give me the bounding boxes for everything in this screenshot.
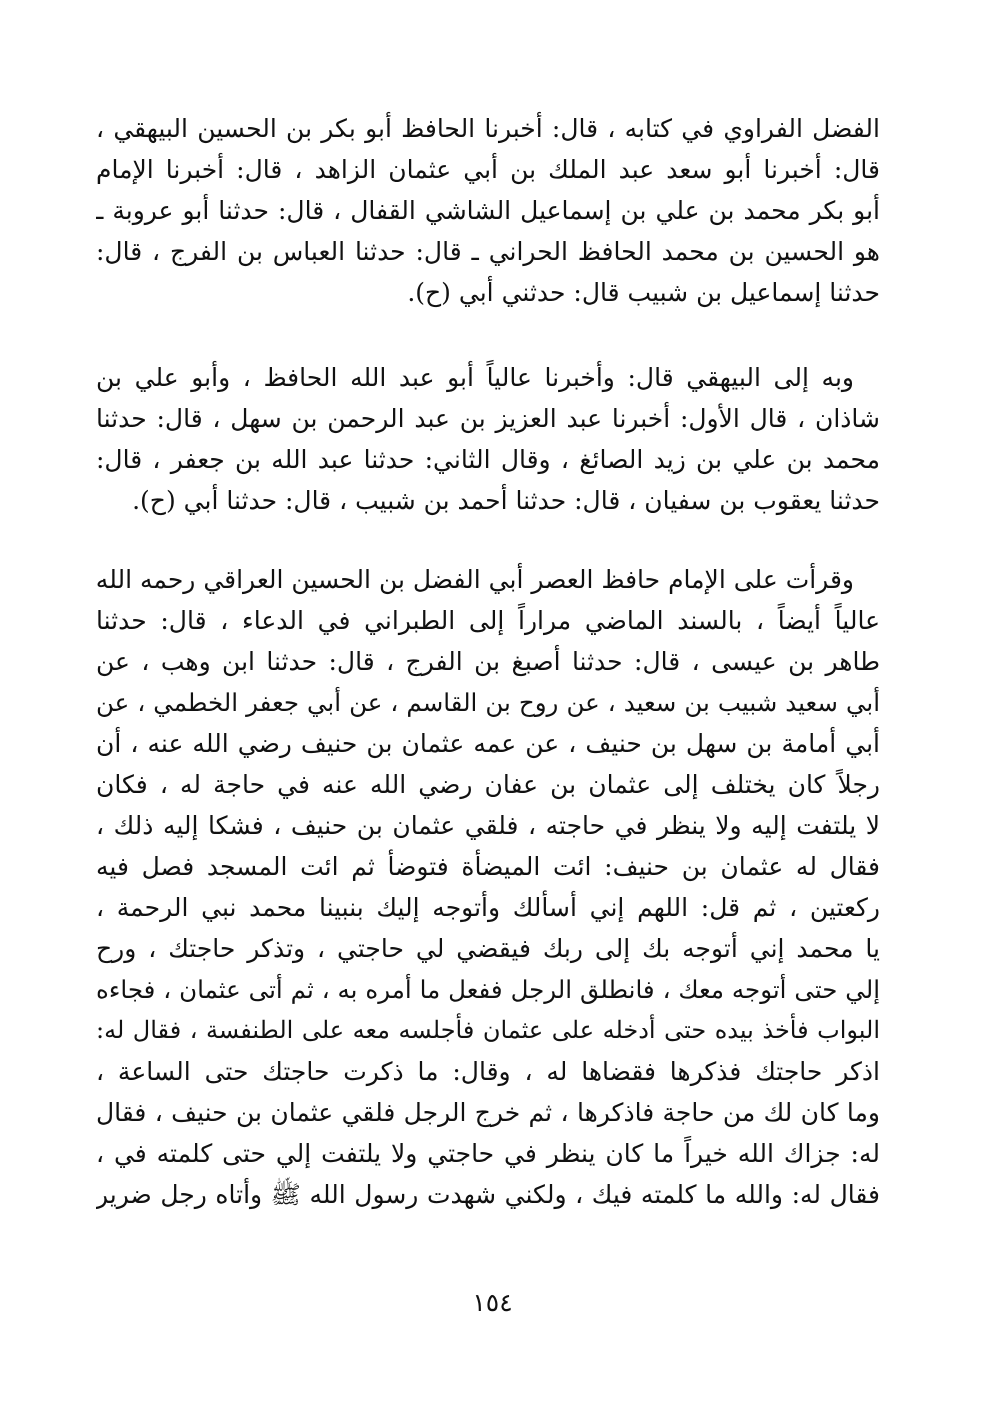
text-line: رجلاً كان يختلف إلى عثمان بن عفان رضي الله عنه في حاجة له ، فكان [96, 770, 880, 799]
text-line: فقال له عثمان بن حنيف: ائت الميضأة فتوضأ ثم ائت المسجد فصل فيه [96, 852, 880, 881]
text-line: ركعتين ، ثم قل: اللهم إني أسألك وأتوجه إليك بنبينا محمد نبي الرحمة ، [96, 893, 880, 922]
text-line: عالياً أيضاً ، بالسند الماضي مراراً إلى الطبراني في الدعاء ، قال: حدثنا [96, 606, 880, 635]
paragraph-3 [96, 559, 880, 1215]
text-line: أبي أمامة بن سهل بن حنيف ، عن عمه عثمان بن حنيف رضي الله عنه ، أن [96, 729, 880, 758]
text-line: يا محمد إني أتوجه بك إلى ربك فيقضي لي حاجتي ، وتذكر حاجتك ، ورح [96, 934, 880, 963]
text-line: لا يلتفت إليه ولا ينظر في حاجته ، فلقي عثمان بن حنيف ، فشكا إليه ذلك ، [96, 811, 880, 840]
text-line: وقرأت على الإمام حافظ العصر أبي الفضل بن الحسين العراقي رحمه الله [96, 565, 854, 594]
text-line: أبي سعيد شبيب بن سعيد ، عن روح بن القاسم ، عن أبي جعفر الخطمي ، عن [96, 688, 880, 717]
text-line: هو الحسين بن محمد الحافظ الحراني ـ قال: حدثنا العباس بن الفرج ، قال: [96, 237, 880, 266]
text-line: قال: أخبرنا أبو سعد عبد الملك بن أبي عثمان الزاهد ، قال: أخبرنا الإمام [96, 155, 880, 184]
text-line: حدثنا إسماعيل بن شبيب قال: حدثني أبي (ح). [407, 278, 880, 307]
text-line: محمد بن علي بن زيد الصائغ ، وقال الثاني: حدثنا عبد الله بن جعفر ، قال: [96, 445, 880, 474]
text-line: له: جزاك الله خيراً ما كان ينظر في حاجتي ولا يلتفت إلي حتى كلمته في ، [96, 1139, 880, 1168]
text-line: اذكر حاجتك فذكرها فقضاها له ، وقال: ما ذكرت حاجتك حتى الساعة ، [96, 1057, 880, 1086]
text-line: الفضل الفراوي في كتابه ، قال: أخبرنا الحافظ أبو بكر بن الحسين البيهقي ، [96, 114, 880, 143]
text-line: إلي حتى أتوجه معك ، فانطلق الرجل ففعل ما أمره به ، ثم أتى عثمان ، فجاءه [96, 975, 880, 1004]
paragraph-2 [96, 357, 880, 521]
text-line: شاذان ، قال الأول: أخبرنا عبد العزيز بن عبد الرحمن بن سهل ، قال: حدثنا [96, 404, 880, 433]
page-number: ١٥٤ [472, 1288, 513, 1317]
text-line: وما كان لك من حاجة فاذكرها ، ثم خرج الرجل فلقي عثمان بن حنيف ، فقال [96, 1098, 880, 1127]
text-line: حدثنا يعقوب بن سفيان ، قال: حدثنا أحمد بن شبيب ، قال: حدثنا أبي (ح). [132, 486, 880, 515]
paragraph-1 [96, 108, 880, 313]
text-line: البواب فأخذ بيده حتى أدخله على عثمان فأجلسه معه على الطنفسة ، فقال له: [96, 1016, 880, 1044]
text-line: أبو بكر محمد بن علي بن إسماعيل الشاشي القفال ، قال: حدثنا أبو عروبة ـ [96, 196, 880, 225]
text-line: وبه إلى البيهقي قال: وأخبرنا عالياً أبو عبد الله الحافظ ، وأبو علي بن [96, 363, 854, 392]
text-line: فقال له: والله ما كلمته فيك ، ولكني شهدت رسول الله ﷺ وأتاه رجل ضرير [96, 1180, 880, 1209]
text-line: طاهر بن عيسى ، قال: حدثنا أصبغ بن الفرج ، قال: حدثنا ابن وهب ، عن [96, 647, 880, 676]
